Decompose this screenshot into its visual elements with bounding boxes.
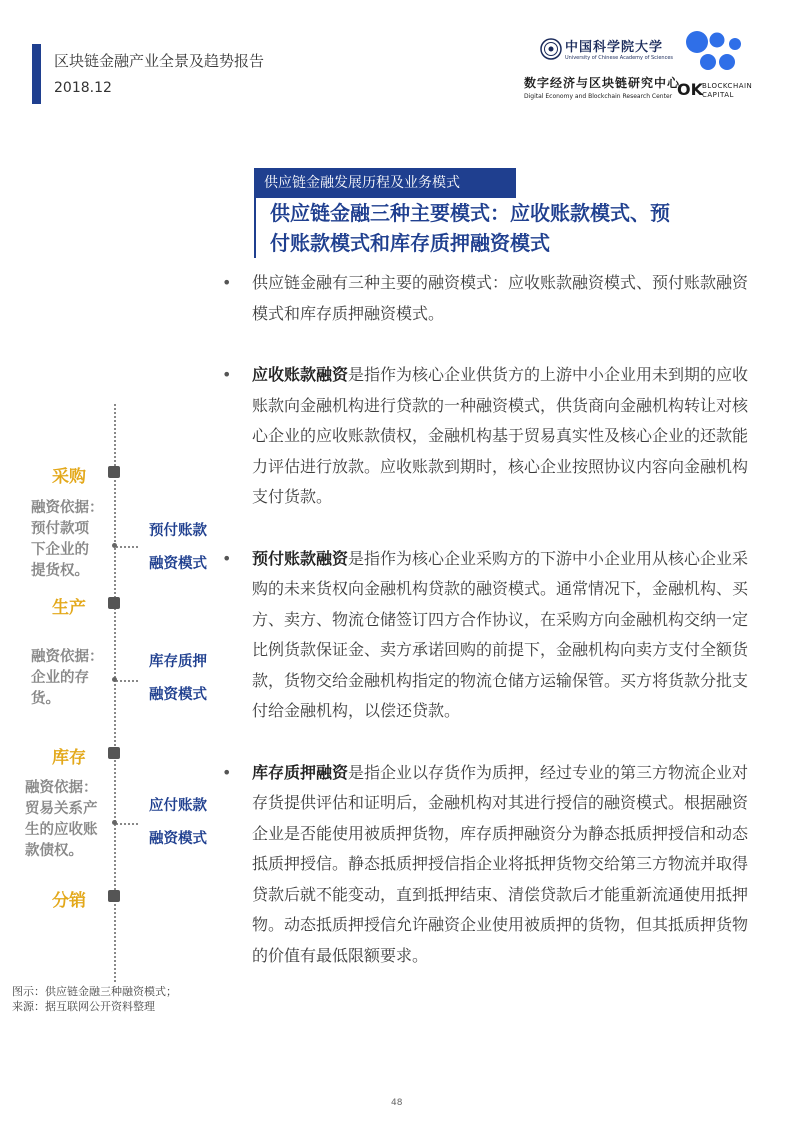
ok-wordmark: OK xyxy=(677,80,703,99)
header-accent-bar xyxy=(32,44,41,104)
paragraph-receivables: • 应收账款融资是指作为核心企业供货方的上游中小企业用未到期的应收账款向金融机构进行贷款的一种融资模式，供货商向金融机构转让对核心企业的应收账款债权，金融机构基于贸易真实性及核心企业的还款能力评估进行放款。应收账款到期时，核心企业按照协议内容向金融机构支付货款。 xyxy=(222,365,749,506)
report-date: 2018.12 xyxy=(54,80,112,96)
timeline-connector-dot xyxy=(112,677,117,682)
ucas-emblem-icon xyxy=(540,38,562,60)
paragraph-inventory-pledge: • 库存质押融资是指企业以存货作为质押，经过专业的第三方物流企业对存货提供评估和证明后，金融机构对其进行授信的融资模式。根据融资企业是否能使用被质押货物，库存质押融资分为静态抵质押授信和动态抵质押授信。静态抵质押授信指企业将抵押货物交给第三方物流并取得贷款后就不能变动，直到抵押结束、清偿贷款后才能重新流通使用抵押物。动态抵质押授信允许融资企业使用被质押的货物，但其抵质押货物的价值有最低限额要求。 xyxy=(222,762,749,965)
financing-basis-receivables: 融资依据： 贸易关系产 生的应收账 款债权。 xyxy=(25,780,98,859)
stage-production: 生产 xyxy=(52,598,86,618)
timeline-connector xyxy=(116,680,138,682)
ok-subtitle: BLOCKCHAIN CAPITAL xyxy=(702,82,753,99)
mode-prepayment-financing: 预付账款 融资模式 xyxy=(149,523,207,572)
ucas-english-name: University of Chinese Academy of Sciences xyxy=(565,55,673,61)
timeline-connector xyxy=(116,546,138,548)
timeline-node xyxy=(108,747,120,759)
stage-distribution: 分销 xyxy=(52,891,86,911)
financing-basis-prepayment: 融资依据： 预付款项 下企业的 提货权。 xyxy=(31,500,104,579)
timeline-connector-dot xyxy=(112,820,117,825)
research-center-english-name: Digital Economy and Blockchain Research Center xyxy=(524,93,673,100)
timeline-node xyxy=(108,466,120,478)
report-title: 区块链金融产业全景及趋势报告 xyxy=(54,52,265,70)
ucas-name: 中国科学院大学 xyxy=(565,40,664,55)
body-text xyxy=(222,268,752,1002)
section-title-rule xyxy=(254,198,256,258)
mode-inventory-pledge-financing: 库存质押 融资模式 xyxy=(149,654,207,703)
section-tag: 供应链金融发展历程及业务模式 xyxy=(254,168,516,198)
stage-inventory: 库存 xyxy=(52,748,86,768)
ok-blockchain-logo-icon xyxy=(684,30,744,86)
stage-procurement: 采购 xyxy=(52,467,86,487)
figure-caption: 图示：供应链金融三种融资模式； 来源：据互联网公开资料整理 xyxy=(12,985,177,1013)
financing-basis-inventory: 融资依据： 企业的存 货。 xyxy=(31,649,104,707)
page-number: 48 xyxy=(391,1098,403,1108)
paragraph-prepayment: • 预付账款融资是指作为核心企业采购方的下游中小企业用从核心企业采购的未来货权向金融机构贷款的融资模式。通常情况下，金融机构、买方、卖方、物流仓储签订四方合作协议，在采购方向金融机构交纳一定比例货款保证金、卖方承诺回购的前提下，金融机构向卖方支付全额货款，货物交给金融机构指定的物流仓储方运输保管。买方将货款分批支付给金融机构，以偿还贷款。 xyxy=(222,548,749,720)
paragraph-overview: • 供应链金融有三种主要的融资模式：应收账款融资模式、预付账款融资模式和库存质押融资模式。 xyxy=(222,273,749,323)
mode-payables-financing: 应付账款 融资模式 xyxy=(149,798,207,847)
timeline-connector xyxy=(116,823,138,825)
research-center-name: 数字经济与区块链研究中心 xyxy=(524,76,681,90)
timeline-connector-dot xyxy=(112,543,117,548)
timeline-node xyxy=(108,597,120,609)
timeline-node xyxy=(108,890,120,902)
section-title: 供应链金融三种主要模式：应收账款模式、预 付账款模式和库存质押融资模式 xyxy=(270,201,670,255)
